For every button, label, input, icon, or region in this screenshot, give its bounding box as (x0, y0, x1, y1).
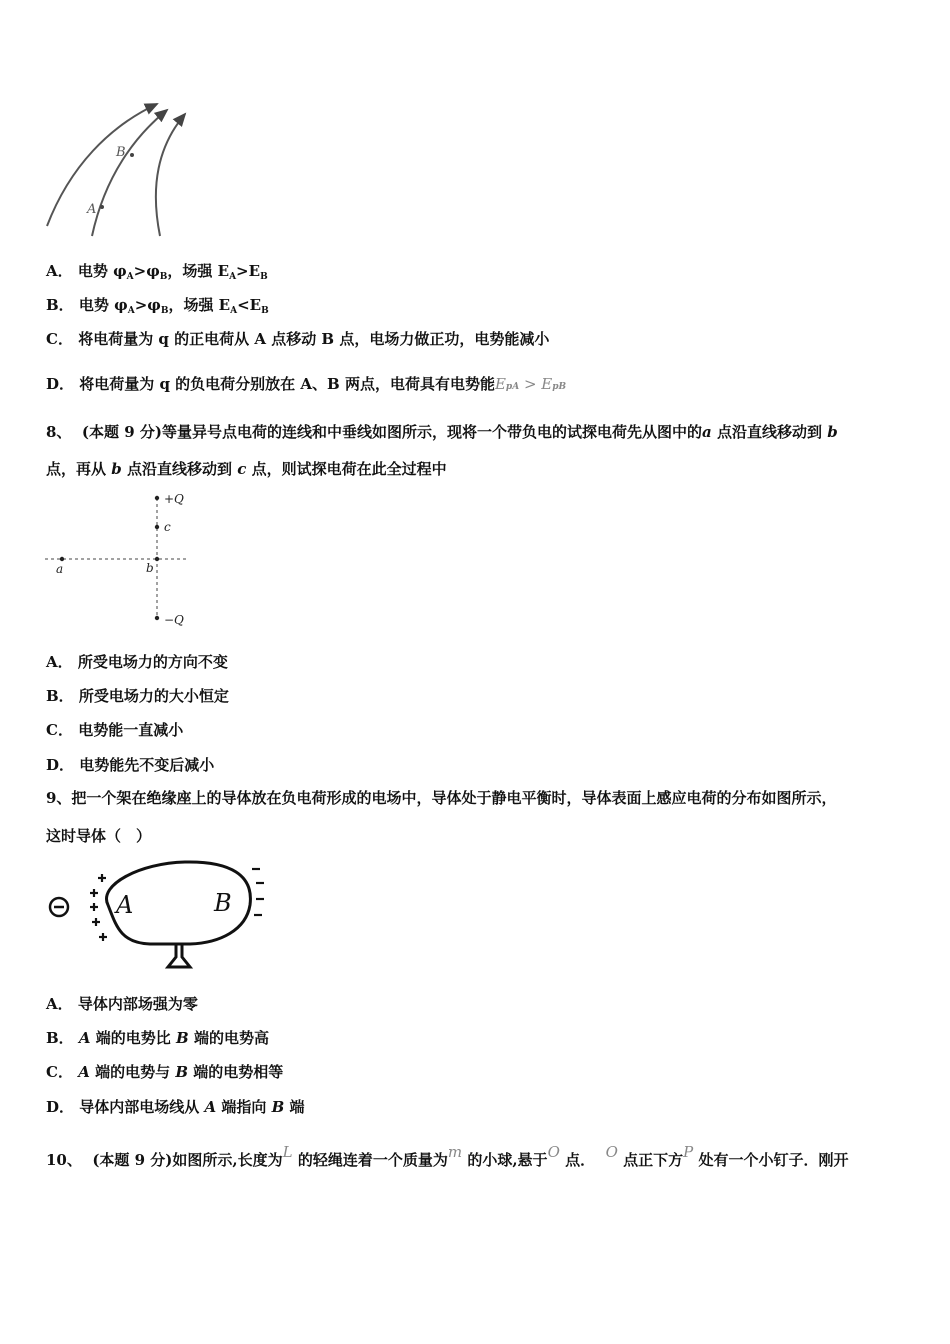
insulating-stand (168, 944, 190, 967)
point-b (155, 557, 159, 561)
q9-option-a: A． 导体内部场强为零 (46, 995, 198, 1013)
q7-option-b: B． 电势 $\varphi_A>\varphi_B$，场强 $E_A<E_B$ (46, 296, 269, 316)
point-c (155, 525, 159, 529)
q9-option-b: B． A 端的电势比 B 端的电势高 (46, 1029, 269, 1047)
q8-stem-line2: 点，再从 b 点沿直线移动到 c 点，则试探电荷在此全过程中 (46, 460, 447, 478)
conductor-figure (40, 855, 280, 975)
q9-stem-line2: 这时导体（ ） (46, 827, 152, 845)
label-c: c (164, 520, 171, 534)
label-b: B (214, 889, 232, 917)
field-line-right (156, 114, 185, 236)
q7-option-a: A． 电势 $\varphi_A>\varphi_B$，场强 $E_A>E_B$ (46, 262, 268, 282)
q9-option-c: C． A 端的电势与 B 端的电势相等 (46, 1063, 284, 1081)
induced-negative-charges (252, 869, 264, 915)
field-lines-figure (40, 96, 240, 246)
label-b: b (146, 561, 154, 575)
label-minus-q: −Q (164, 613, 184, 627)
q9-option-d: D． 导体内部电场线从 A 端指向 B 端 (46, 1098, 305, 1116)
q7-option-c: C． 将电荷量为 q 的正电荷从 A 点移动 B 点，电场力做正功，电势能减小 (46, 330, 550, 348)
q8-option-d: D． 电势能先不变后减小 (46, 756, 215, 774)
q8-option-b: B． 所受电场力的大小恒定 (46, 687, 229, 705)
induced-positive-charges (90, 874, 107, 941)
label-a: a (56, 562, 64, 576)
label-a: A (87, 202, 97, 217)
point-a (100, 205, 104, 209)
charge-plus (155, 496, 159, 500)
charge-minus (155, 616, 159, 620)
dipole-figure (40, 488, 200, 628)
q8-option-c: C． 电势能一直减小 (46, 721, 184, 739)
point-a (60, 557, 64, 561)
label-b: B (116, 145, 126, 160)
point-b (130, 153, 134, 157)
q10-stem-line1: 10、 (本题 9 分)如图所示,长度为L 的轻绳连着一个质量为m 的小球,悬于O 点． O 点正下方P 处有一个小钉子．刚开 (46, 1143, 849, 1169)
q8-stem-line1: 8、 (本题 9 分)等量异号点电荷的连线和中垂线如图所示，现将一个带负电的试探电荷先从图中的a 点沿直线移动到 b (46, 423, 838, 441)
field-line-middle (92, 110, 167, 236)
label-plus-q: +Q (164, 492, 184, 506)
label-a: A (116, 891, 134, 919)
q8-option-a: A． 所受电场力的方向不变 (46, 653, 228, 671)
q9-stem-line1: 9、把一个架在绝缘座上的导体放在负电荷形成的电场中，导体处于静电平衡时，导体表面上感应电荷的分布如图所示， (46, 789, 837, 807)
q7-option-d: D． 将电荷量为 q 的负电荷分别放在 A、B 两点，电荷具有电势能EpA > EpB (46, 375, 567, 393)
